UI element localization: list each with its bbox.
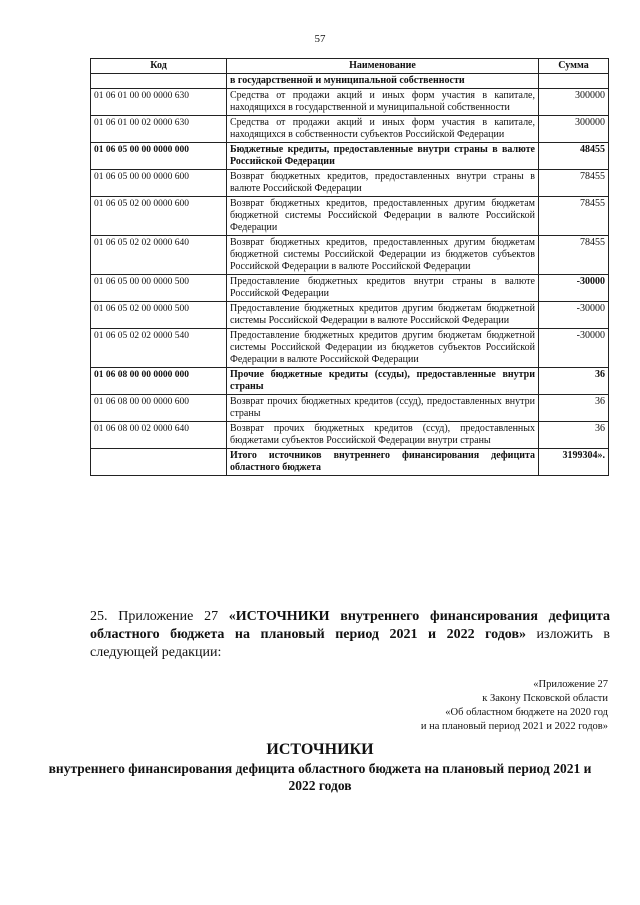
paragraph-suffix: изложить в следующей редакции: xyxy=(90,627,610,660)
page-number: 57 xyxy=(314,33,326,45)
table-body xyxy=(91,74,609,476)
header-name: Наименование xyxy=(227,59,539,74)
appendix-line: и на плановый период 2021 и 2022 годов» xyxy=(420,721,608,732)
cell-code: 01 06 01 00 02 0000 630 xyxy=(91,116,227,143)
cell-name: Средства от продажи акций и иных форм участия в капитале, находящихся в государственной и муниципальной собственности xyxy=(227,89,539,116)
cell-name: Предоставление бюджетных кредитов другим бюджетам бюджетной системы Российской Федерации в валюте Российской Федерации xyxy=(227,302,539,329)
table-row xyxy=(91,74,609,89)
cell-sum: -30000 xyxy=(539,275,609,302)
cell-code: 01 06 08 00 00 0000 000 xyxy=(91,368,227,395)
table-row xyxy=(91,236,609,275)
appendix-note xyxy=(308,678,608,734)
cell-name: Возврат прочих бюджетных кредитов (ссуд), предоставленных внутри страны xyxy=(227,395,539,422)
cell-name: Предоставление бюджетных кредитов внутри страны в валюте Российской Федерации xyxy=(227,275,539,302)
header-sum: Сумма xyxy=(539,59,609,74)
table-row xyxy=(91,170,609,197)
section-title xyxy=(0,740,640,794)
cell-name: Итого источников внутреннего финансирования дефицита областного бюджета xyxy=(227,449,539,476)
financing-sources-table xyxy=(90,58,609,476)
cell-code: 01 06 01 00 00 0000 630 xyxy=(91,89,227,116)
cell-sum: 78455 xyxy=(539,170,609,197)
table-row xyxy=(91,329,609,368)
cell-sum xyxy=(539,74,609,89)
table-header-row xyxy=(91,59,609,74)
cell-name: Средства от продажи акций и иных форм участия в капитале, находящихся в собственности субъектов Российской Федерации xyxy=(227,116,539,143)
table-row xyxy=(91,368,609,395)
cell-code: 01 06 08 00 00 0000 600 xyxy=(91,395,227,422)
cell-sum: 78455 xyxy=(539,197,609,236)
table-row xyxy=(91,143,609,170)
table-row xyxy=(91,422,609,449)
cell-sum: 36 xyxy=(539,395,609,422)
header-code: Код xyxy=(91,59,227,74)
amendment-paragraph xyxy=(90,608,610,662)
cell-code: 01 06 05 00 00 0000 600 xyxy=(91,170,227,197)
cell-name: Возврат бюджетных кредитов, предоставленных другим бюджетам бюджетной системы Российской Федерации из бюджетов субъектов Российской Федерации в валюте Российской Федерации xyxy=(227,236,539,275)
paragraph-bold-title: «ИСТОЧНИКИ внутреннего финансирования дефицита областного бюджета на плановый период 2021 и 2022 годов» xyxy=(90,609,611,642)
cell-code xyxy=(91,74,227,89)
title-sub: внутреннего финансирования дефицита областного бюджета на плановый период 2021 и 2022 годов xyxy=(48,761,592,793)
cell-name: Возврат бюджетных кредитов, предоставленных внутри страны в валюте Российской Федерации xyxy=(227,170,539,197)
table-row xyxy=(91,275,609,302)
table-row xyxy=(91,395,609,422)
cell-sum: 36 xyxy=(539,422,609,449)
table-row xyxy=(91,302,609,329)
cell-code: 01 06 08 00 02 0000 640 xyxy=(91,422,227,449)
appendix-line: «Приложение 27 xyxy=(533,679,608,690)
cell-name: Предоставление бюджетных кредитов другим бюджетам бюджетной системы Российской Федерации из бюджетов субъектов Российской Федерации в валюте Российской Федерации xyxy=(227,329,539,368)
cell-code: 01 06 05 02 02 0000 540 xyxy=(91,329,227,368)
cell-name: Возврат прочих бюджетных кредитов (ссуд), предоставленных бюджетами субъектов Российской Федерации внутри страны xyxy=(227,422,539,449)
cell-code: 01 06 05 02 00 0000 500 xyxy=(91,302,227,329)
table-row xyxy=(91,89,609,116)
cell-sum: -30000 xyxy=(539,329,609,368)
cell-sum: 48455 xyxy=(539,143,609,170)
cell-code: 01 06 05 02 02 0000 640 xyxy=(91,236,227,275)
table-row xyxy=(91,116,609,143)
appendix-line: к Закону Псковской области xyxy=(482,693,608,704)
cell-sum: -30000 xyxy=(539,302,609,329)
table-row xyxy=(91,197,609,236)
cell-name: Прочие бюджетные кредиты (ссуды), предоставленные внутри страны xyxy=(227,368,539,395)
appendix-line: «Об областном бюджете на 2020 год xyxy=(445,707,608,718)
cell-sum: 3199304». xyxy=(539,449,609,476)
cell-code: 01 06 05 00 00 0000 500 xyxy=(91,275,227,302)
cell-code: 01 06 05 00 00 0000 000 xyxy=(91,143,227,170)
cell-name: в государственной и муниципальной собственности xyxy=(227,74,539,89)
title-main: ИСТОЧНИКИ xyxy=(266,741,374,758)
cell-sum: 300000 xyxy=(539,116,609,143)
cell-code: 01 06 05 02 00 0000 600 xyxy=(91,197,227,236)
cell-code xyxy=(91,449,227,476)
cell-name: Бюджетные кредиты, предоставленные внутри страны в валюте Российской Федерации xyxy=(227,143,539,170)
cell-sum: 78455 xyxy=(539,236,609,275)
cell-sum: 300000 xyxy=(539,89,609,116)
cell-name: Возврат бюджетных кредитов, предоставленных другим бюджетам бюджетной системы Российской Федерации в валюте Российской Федерации xyxy=(227,197,539,236)
paragraph-prefix: 25. Приложение 27 xyxy=(90,609,229,624)
cell-sum: 36 xyxy=(539,368,609,395)
table-total-row xyxy=(91,449,609,476)
